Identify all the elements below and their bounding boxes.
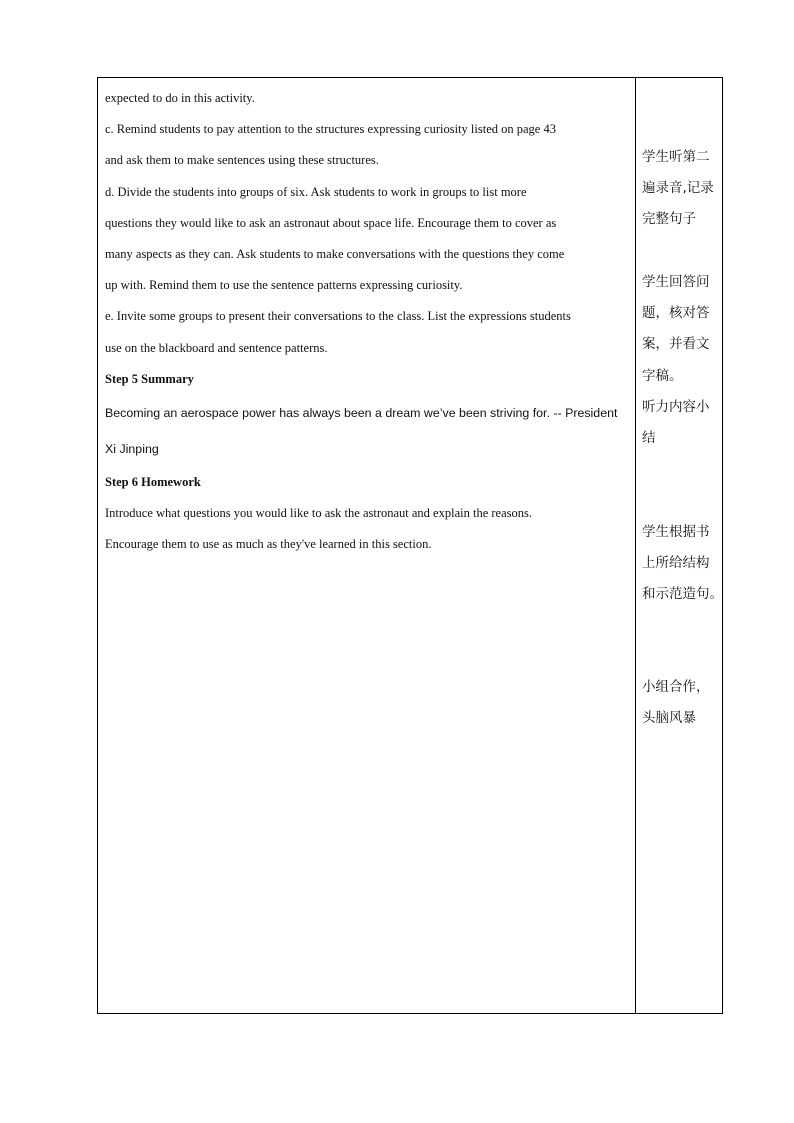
homework-line-2: Encourage them to use as much as they've learned in this section. — [105, 537, 432, 552]
item-e-line-1: e. Invite some groups to present their conversations to the class. List the expressions students — [105, 309, 571, 324]
student-note-listen: 学生听第二 遍录音,记录 完整句子 — [642, 149, 714, 228]
summary-quote-line-1: Becoming an aerospace power has always been a dream we’ve been striving for. -- President — [105, 405, 618, 420]
item-e-line-2: use on the blackboard and sentence patterns. — [105, 340, 328, 355]
item-c-line-1: c. Remind students to pay attention to the structures expressing curiosity listed on page 43 — [105, 122, 556, 137]
item-c-line-2: and ask them to make sentences using these structures. — [105, 153, 379, 168]
item-d-line-4: up with. Remind them to use the sentence patterns expressing curiosity. — [105, 278, 463, 293]
item-d-line-2: questions they would like to ask an astronaut about space life. Encourage them to cover as — [105, 215, 557, 230]
summary-quote-line-2: Xi Jinping — [105, 441, 159, 456]
student-note-group: 小组合作， 头脑风暴 — [642, 679, 710, 727]
item-d-line-3: many aspects as they can. Ask students to make conversations with the questions they come — [105, 246, 565, 261]
activity-line: expected to do in this activity. — [105, 91, 255, 105]
step5-heading: Step 5 Summary — [105, 371, 194, 386]
item-d-line-1: d. Divide the students into groups of six. Ask students to work in groups to list more — [105, 184, 527, 199]
step6-heading: Step 6 Homework — [105, 474, 201, 489]
student-activity-cell — [636, 78, 724, 1013]
student-note-answer: 学生回答问 题，核对答 案，并看文 字稿。 听力内容小 结 — [642, 274, 710, 447]
lesson-plan-table — [97, 77, 723, 1014]
student-note-sentences: 学生根据书 上所给结构 和示范造句。 — [642, 524, 723, 603]
homework-line-1: Introduce what questions you would like to ask the astronaut and explain the reasons. — [105, 506, 532, 521]
teaching-procedure-cell — [98, 78, 635, 1013]
